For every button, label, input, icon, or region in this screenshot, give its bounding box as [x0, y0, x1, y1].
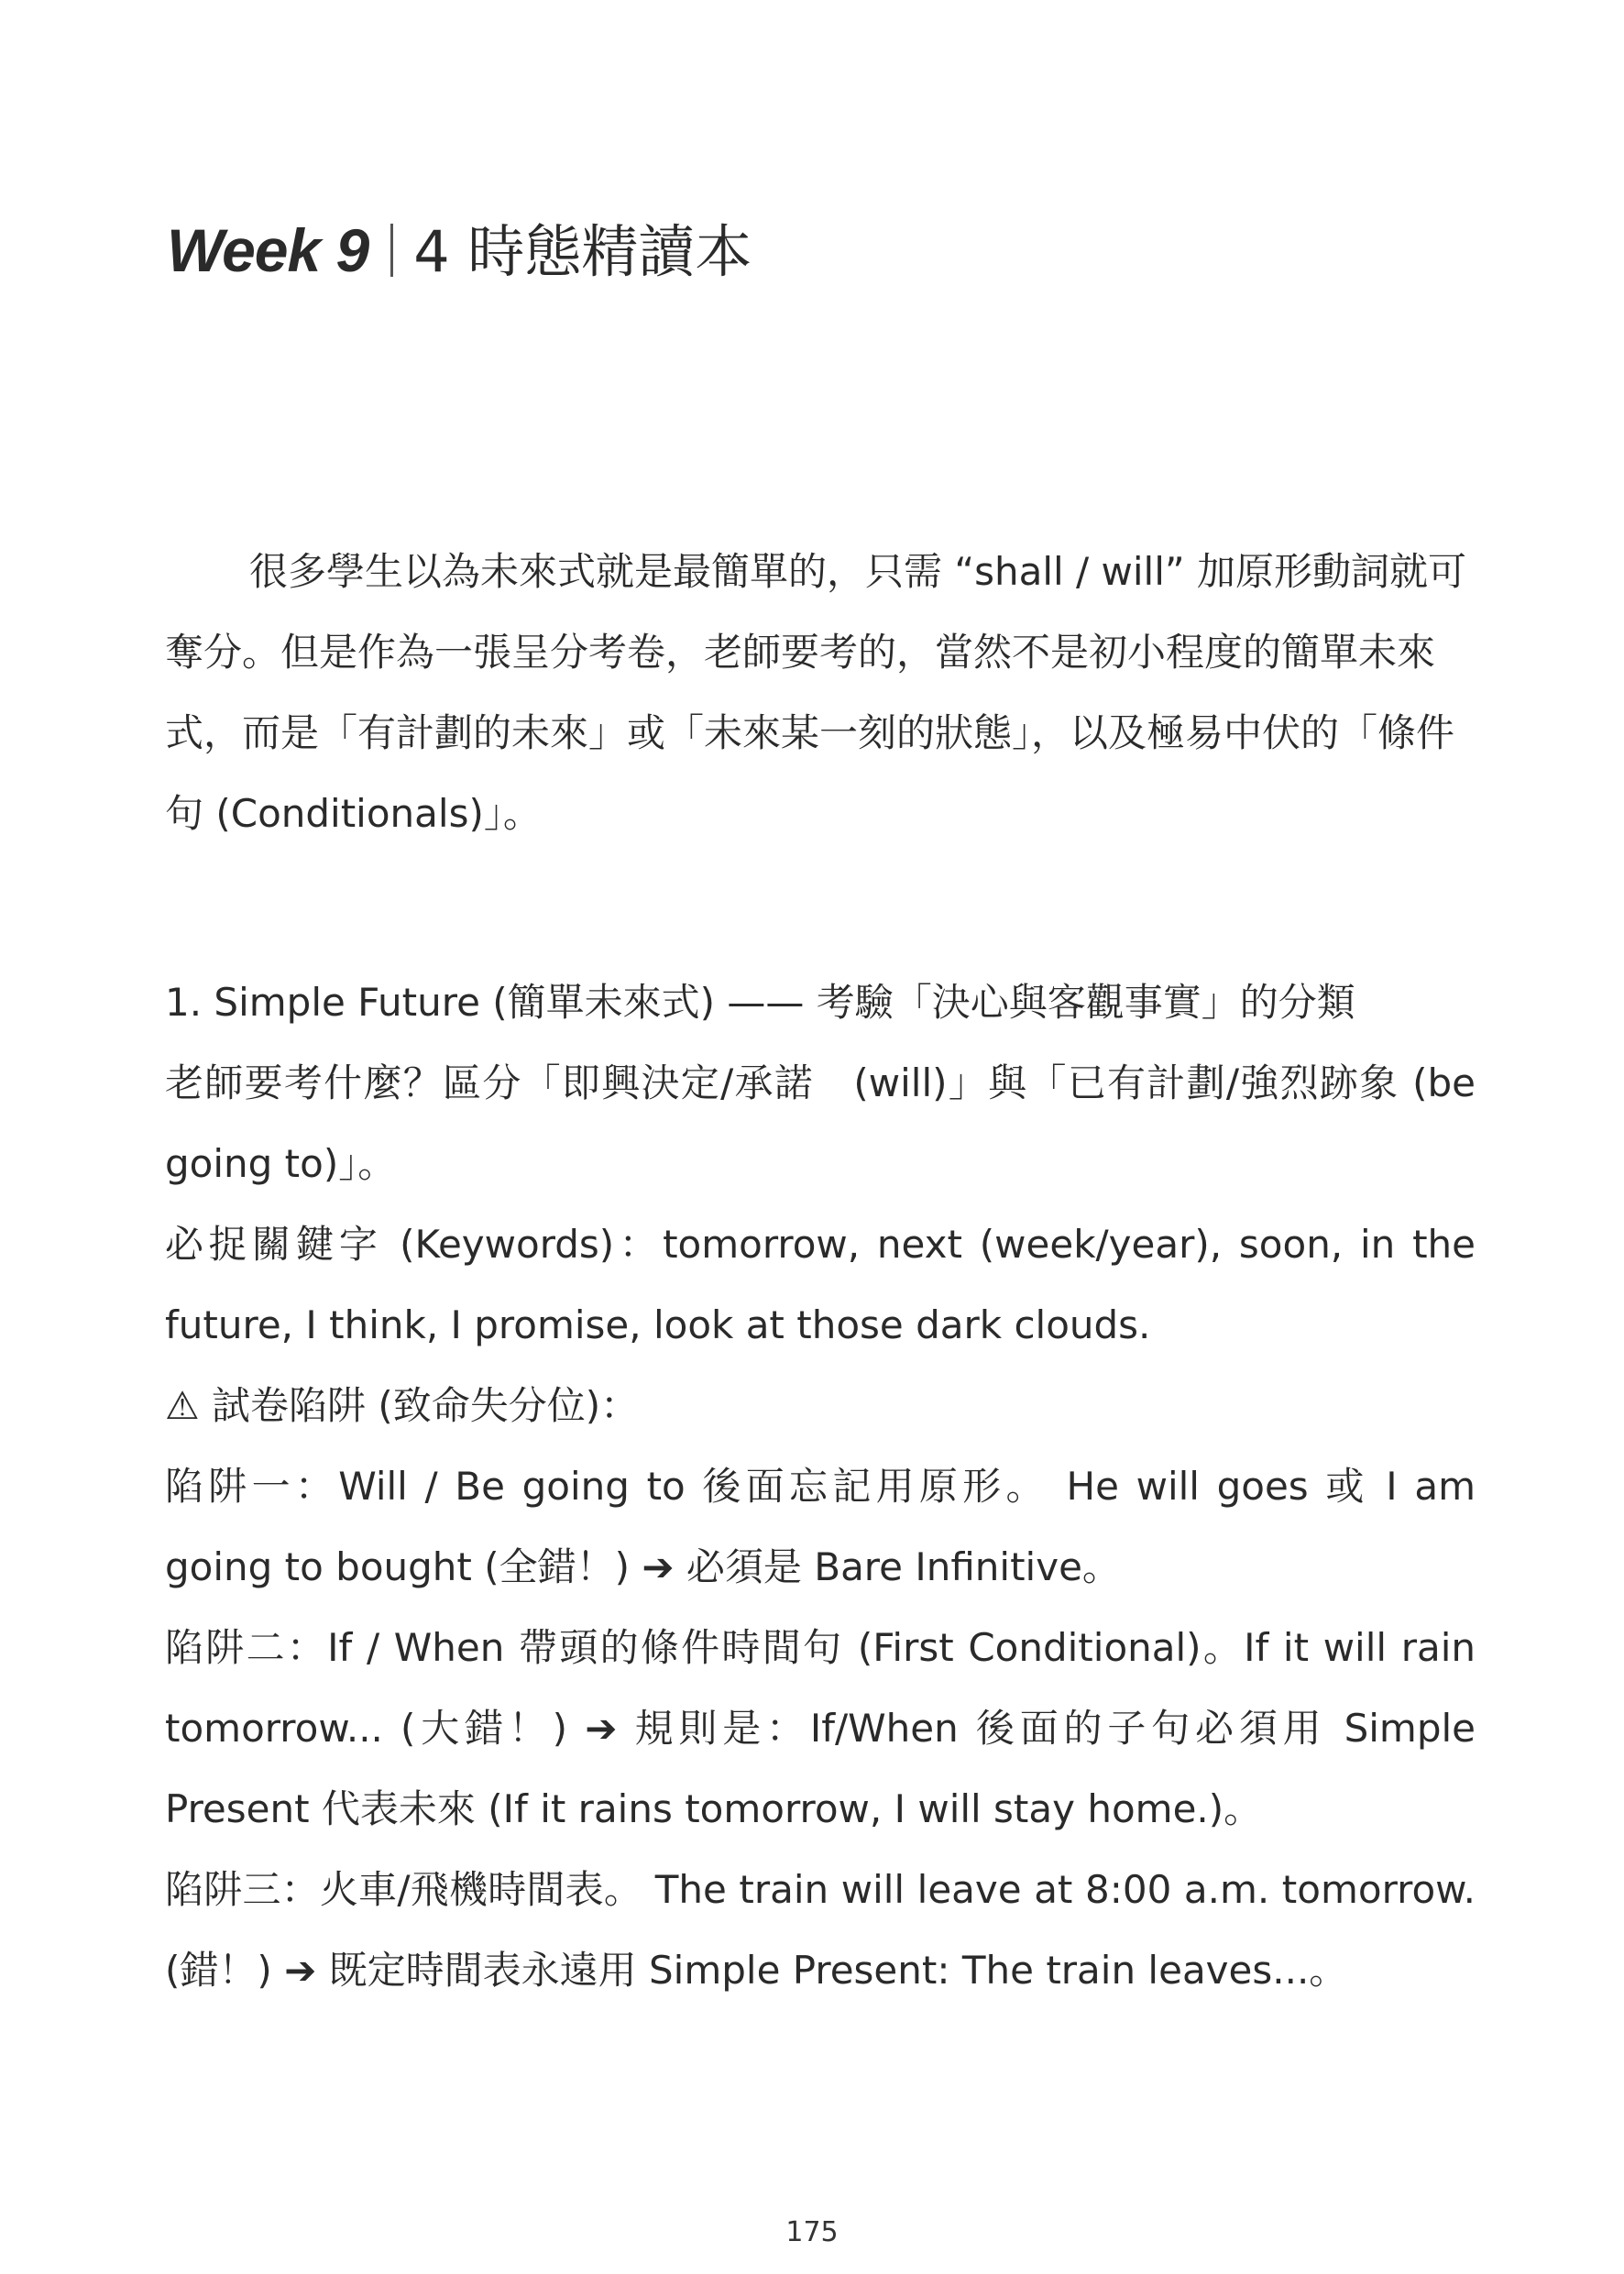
trap-one: 陷阱一：Will / Be going to 後面忘記用原形。 He will goes 或 I am going to bought (全錯！) ➔ 必須是 Bare Infinitive。 — [165, 1464, 1476, 1589]
trap-three: 陷阱三：火車/飛機時間表。 The train will leave at 8:00 a.m. tomorrow. (錯！) ➔ 既定時間表永遠用 Simple Present: The train leaves...。 — [165, 1867, 1476, 1993]
week-label: Week 9 — [167, 216, 369, 284]
page-title — [167, 209, 752, 293]
keywords-paragraph: 必捉關鍵字 (Keywords)：tomorrow, next (week/year), soon, in the future, I think, I promise, look at those dark clouds. — [165, 1222, 1476, 1347]
trap-two: 陷阱二：If / When 帶頭的條件時間句 (First Conditional)。If it will rain tomorrow... (大錯！) ➔ 規則是：If/When 後面的子句必須用 Simple Present 代表未來 (If it rains tomorrow, I will stay home.)。 — [165, 1625, 1476, 1831]
page-number: 175 — [785, 2216, 839, 2248]
what-tested-paragraph: 老師要考什麼？區分「即興決定/承諾 (will)」與「已有計劃/強烈跡象 (be going to)」。 — [165, 1060, 1476, 1186]
chapter-title: 4 時態精讀本 — [413, 218, 752, 285]
intro-paragraph-text: 很多學生以為未來式就是最簡單的，只需 “shall / will” 加原形動詞就可奪分。但是作為一張呈分考卷，老師要考的，當然不是初小程度的簡單未來式，而是「有計劃的未來」或「未來某一刻的狀態」，以及極易中伏的「條件句 (Conditionals)」。 — [165, 549, 1467, 836]
simple-future-section — [165, 962, 1476, 2011]
title-divider — [390, 224, 393, 277]
section-heading: 1. Simple Future (簡單未來式) —— 考驗「決心與客觀事實」的分類 — [165, 980, 1355, 1025]
traps-heading: ⚠ 試卷陷阱 (致命失分位)： — [165, 1383, 640, 1428]
intro-paragraph — [165, 532, 1476, 854]
intro-section — [165, 532, 1476, 854]
